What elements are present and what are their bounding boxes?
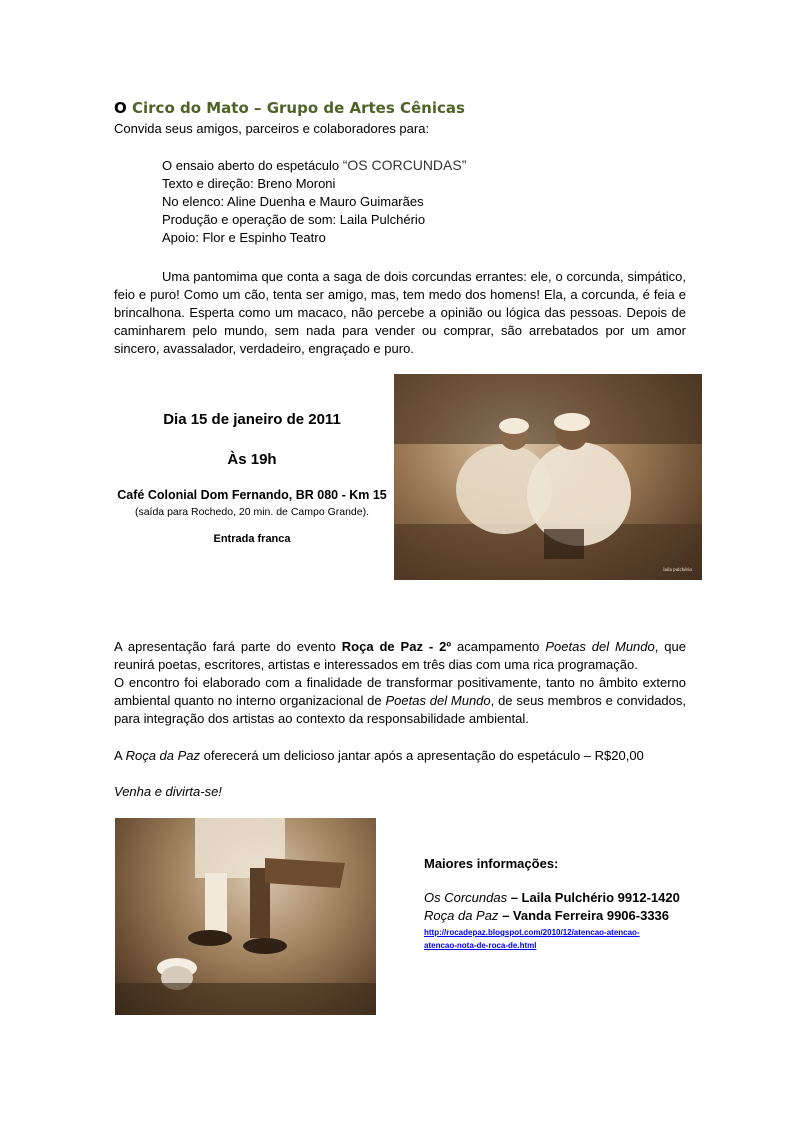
event-time: Às 19h (227, 451, 277, 468)
show-title: “OS CORCUNDAS” (342, 157, 467, 173)
blog-link[interactable]: http://rocadepaz.blogspot.com/2010/12/atencao-atencao- atencao-nota-de-roca-de.html (424, 928, 640, 950)
credits-line-director: Texto e direção: Breno Moroni (162, 176, 336, 191)
info-block (424, 855, 704, 952)
performance-photo-art (394, 374, 702, 580)
invitation-line: Convida seus amigos, parceiros e colaboradores para: (114, 121, 430, 136)
credits-line-cast: No elenco: Aline Duenha e Mauro Guimarães (162, 194, 424, 209)
event-entry: Entrada franca (213, 533, 291, 545)
purpose-paragraph: O encontro foi elaborado com a finalidade de transformar positivamente, tanto no âmbito externo ambiental quanto no interno organizacional de Poetas del Mundo, de seus membros e convidados, para integração dos artistas ao contexto da responsabilidade ambiental. (114, 675, 686, 726)
event-venue: Café Colonial Dom Fernando, BR 080 - Km 15 (117, 488, 387, 502)
info-contact-2: Roça da Paz – Vanda Ferreira 9906-3336 (424, 908, 670, 923)
event-date: Dia 15 de janeiro de 2011 (163, 411, 341, 428)
info-heading: Maiores informações: (424, 856, 559, 871)
info-contact-1: Os Corcundas – Laila Pulchério 9912-1420 (424, 890, 680, 905)
credits-line-production: Produção e operação de som: Laila Pulchério (162, 212, 426, 227)
title-group-name: Circo do Mato – Grupo de Artes Cênicas (132, 99, 465, 117)
closing-line: Venha e divirta-se! (114, 784, 222, 799)
legs-photo (115, 818, 376, 1015)
title-prefix: O (114, 99, 127, 117)
dinner-paragraph: A Roça da Paz oferecerá um delicioso jantar após a apresentação do espetáculo – R$20,00 (114, 748, 644, 763)
performance-photo (394, 374, 702, 580)
event-details (104, 408, 400, 548)
context-paragraph: A apresentação fará parte do evento Roça de Paz - 2º acampamento Poetas del Mundo, que reunirá poetas, escritores, artistas e interessados em três dias com uma rica programação. (114, 639, 686, 672)
page-title (114, 98, 465, 118)
photo-credit: laila pulchério (663, 568, 692, 573)
event-venue-note: (saída para Rochedo, 20 min. de Campo Grande). (134, 506, 370, 518)
credits-line-support: Apoio: Flor e Espinho Teatro (162, 230, 326, 245)
credits-block (162, 156, 602, 247)
legs-photo-art (115, 818, 376, 1015)
description-paragraph: Uma pantomima que conta a saga de dois corcundas errantes: ele, o corcunda, simpático, feio e puro! Como um cão, tenta ser amigo, mas, tem medo dos homens! Ela, a corcunda, é feia e brincalhona. Esperta como um macaco, não percebe a opinião ou lógica das pessoas. Depois de caminharem pelo mundo, sem nada para vender ou comprar, são arrebatados por um amor sincero, avassalador, verdadeiro, engraçado e puro. (114, 269, 686, 356)
credits-line-show: O ensaio aberto do espetáculo “OS CORCUNDAS” (162, 157, 467, 173)
